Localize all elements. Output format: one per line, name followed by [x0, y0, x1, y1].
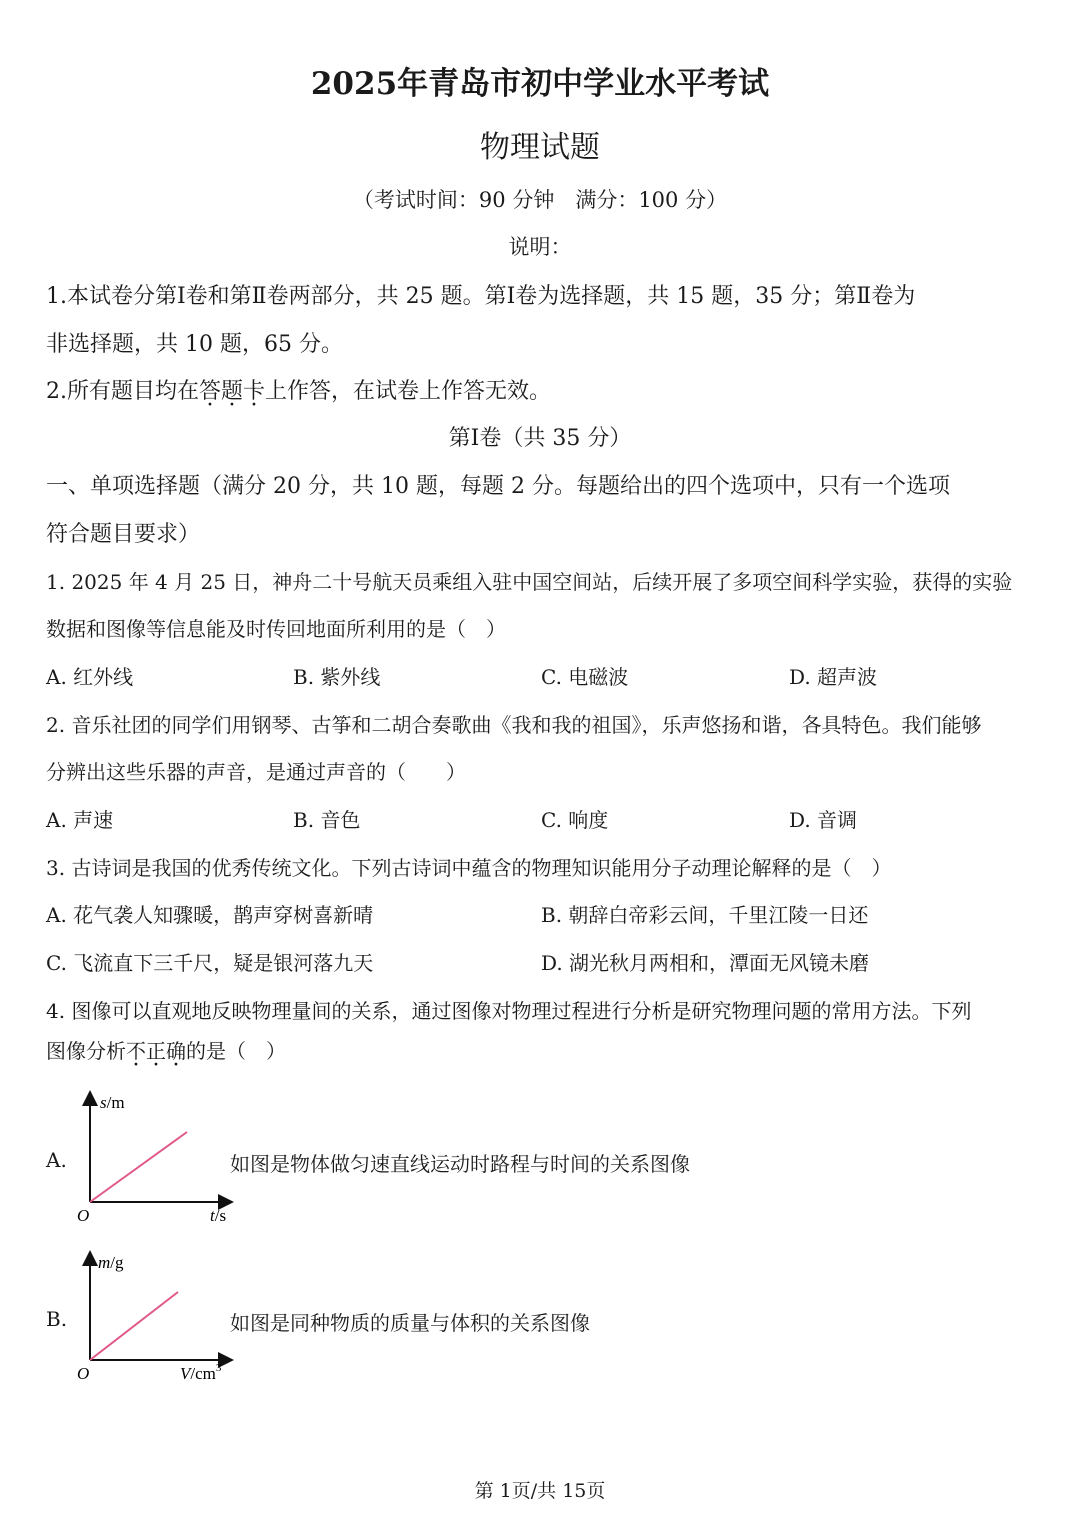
question-3-option-a: A. 花气袭人知骤暖，鹊声穿树喜新晴 — [46, 903, 374, 927]
exam-info: （考试时间：90 分钟 满分：100 分） — [352, 188, 728, 212]
question-4-option-b-graph — [70, 1248, 240, 1388]
exam-title: 2025年青岛市初中学业水平考试 — [310, 66, 770, 102]
question-1-option-b: B. 紫外线 — [293, 665, 381, 689]
question-4-line-1: 4. 图像可以直观地反映物理量间的关系，通过图像对物理过程进行分析是研究物理问题的常用方法。下列 — [46, 999, 972, 1023]
question-2-option-a: A. 声速 — [46, 808, 114, 832]
graph-line — [90, 1292, 178, 1360]
note-2-emphasis-char: 卡 — [243, 379, 266, 404]
notes-heading: 说明： — [508, 235, 572, 259]
question-4-option-a-graph — [70, 1088, 240, 1228]
part-1-instruction-line-2: 符合题目要求） — [46, 522, 201, 547]
section-title: 第Ⅰ卷（共 35 分） — [448, 426, 632, 451]
origin-label: O — [77, 1364, 90, 1383]
part-1-instruction-line-1: 一、单项选择题（满分 20 分，共 10 题，每题 2 分。每题给出的四个选项中，只有一个选项 — [46, 474, 950, 499]
question-4-line-2-after: 的是（ ） — [186, 1039, 286, 1063]
question-4-emphasis-char: 确 — [166, 1039, 186, 1063]
question-4-option-a-letter: A. — [46, 1148, 67, 1172]
question-4-emphasis-char: 不 — [126, 1039, 146, 1063]
question-3-option-d: D. 湖光秋月两相和，潭面无风镜未磨 — [541, 951, 870, 975]
question-2-option-b: B. 音色 — [293, 808, 361, 832]
question-4-option-a-description: 如图是物体做匀速直线运动时路程与时间的关系图像 — [230, 1152, 690, 1176]
note-2-emphasis-char: 答 — [199, 379, 222, 404]
question-1-option-c: C. 电磁波 — [541, 665, 629, 689]
note-2-after: 上作答，在试卷上作答无效。 — [265, 379, 552, 404]
y-axis-label: s/m — [100, 1093, 125, 1112]
question-4-line-2 — [46, 1035, 286, 1064]
note-1-line-2: 非选择题，共 10 题，65 分。 — [46, 332, 343, 357]
question-2-option-d: D. 音调 — [789, 808, 858, 832]
question-2-line-1: 2. 音乐社团的同学们用钢琴、古筝和二胡合奏歌曲《我和我的祖国》，乐声悠扬和谐，各具特色。我们能够 — [46, 713, 982, 737]
origin-label: O — [77, 1206, 90, 1225]
note-2-emphasis-char: 题 — [221, 379, 244, 404]
graph-line — [90, 1132, 187, 1202]
question-1-option-d: D. 超声波 — [789, 665, 878, 689]
question-4-option-b-description: 如图是同种物质的质量与体积的关系图像 — [230, 1311, 590, 1335]
y-axis-label: m/g — [98, 1253, 124, 1272]
x-axis-label: $V/cm^3$ — [180, 1362, 222, 1383]
question-2-line-2: 分辨出这些乐器的声音，是通过声音的（ ） — [46, 760, 466, 784]
question-1-option-a: A. 红外线 — [46, 665, 134, 689]
question-4-line-2-before: 图像分析 — [46, 1039, 126, 1063]
page-footer: 第 1页/共 15页 — [474, 1480, 606, 1502]
question-3-option-c: C. 飞流直下三千尺，疑是银河落九天 — [46, 951, 374, 975]
note-1-line-1: 1.本试卷分第Ⅰ卷和第Ⅱ卷两部分，共 25 题。第Ⅰ卷为选择题，共 15 题，35 分；第Ⅱ卷为 — [46, 284, 916, 309]
question-3-line-1: 3. 古诗词是我国的优秀传统文化。下列古诗词中蕴含的物理知识能用分子动理论解释的是（ ） — [46, 856, 892, 880]
note-2-before: 2.所有题目均在 — [46, 379, 199, 404]
question-1-line-1: 1. 2025 年 4 月 25 日，神舟二十号航天员乘组入驻中国空间站，后续开展了多项空间科学实验，获得的实验 — [46, 570, 1013, 594]
question-4-option-b-letter: B. — [46, 1307, 68, 1331]
question-1-line-2: 数据和图像等信息能及时传回地面所利用的是（ ） — [46, 617, 506, 641]
question-3-option-b: B. 朝辞白帝彩云间，千里江陵一日还 — [541, 903, 869, 927]
exam-subtitle: 物理试题 — [480, 130, 600, 165]
x-axis-label: t/s — [210, 1206, 227, 1225]
note-2 — [46, 374, 551, 405]
question-4-emphasis-char: 正 — [146, 1039, 166, 1063]
question-2-option-c: C. 响度 — [541, 808, 609, 832]
